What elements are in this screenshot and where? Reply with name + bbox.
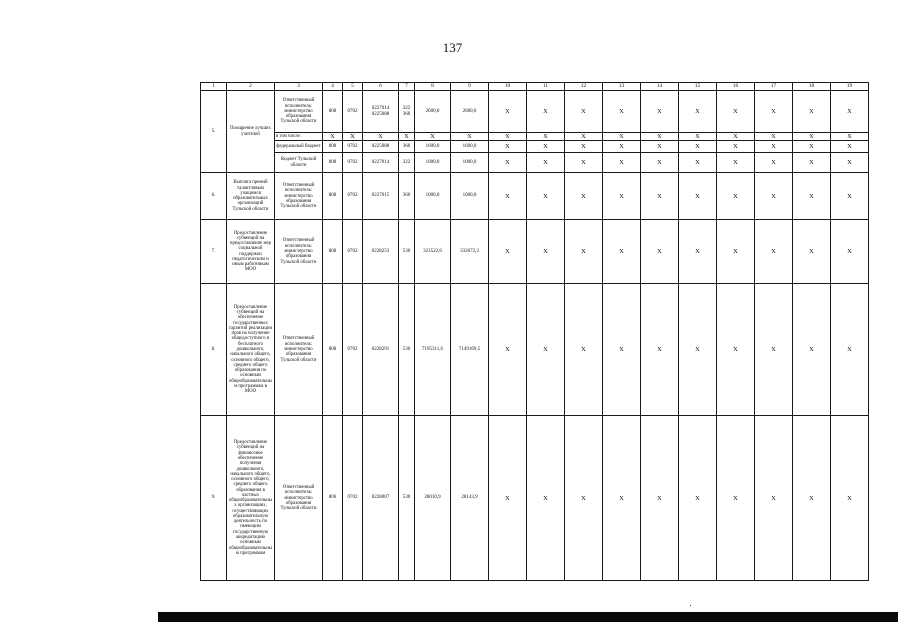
cell-rzpr: 0702: [343, 220, 363, 284]
cell-value: 7195311,6: [415, 284, 451, 416]
cell-value: 7149169,5: [451, 284, 489, 416]
x-cell: Х: [755, 141, 793, 153]
table-row: [201, 173, 869, 220]
federal-budget-label: федеральный бюджет: [275, 141, 323, 153]
column-header: 8: [415, 83, 451, 91]
x-cell: Х: [527, 153, 565, 173]
x-cell: Х: [641, 416, 679, 581]
executor: Ответственный исполнитель: министерство образования Тульской области: [275, 220, 323, 284]
column-header: 19: [831, 83, 869, 91]
column-header: 13: [603, 83, 641, 91]
table-row: [201, 133, 869, 141]
cell-csr: 0228007: [363, 416, 399, 581]
column-header: 18: [793, 83, 831, 91]
cell-value: 1000,0: [415, 153, 451, 173]
x-cell: Х: [489, 284, 527, 416]
column-header: 12: [565, 83, 603, 91]
x-cell: Х: [831, 91, 869, 133]
x-cell: Х: [489, 416, 527, 581]
x-cell: Х: [565, 416, 603, 581]
column-header: 2: [227, 83, 275, 91]
x-cell: Х: [527, 284, 565, 416]
table-row: [201, 141, 869, 153]
including-label: в том числе:: [275, 133, 323, 141]
column-header: 16: [717, 83, 755, 91]
x-cell: Х: [565, 153, 603, 173]
scan-edge-bar: [158, 612, 898, 622]
cell-rzpr: 0702: [343, 153, 363, 173]
cell-value: 2600,0: [415, 91, 451, 133]
x-cell: Х: [793, 91, 831, 133]
table-row: [201, 91, 869, 133]
column-header: 17: [755, 83, 793, 91]
x-cell: Х: [793, 173, 831, 220]
x-cell: Х: [717, 220, 755, 284]
column-header: 9: [451, 83, 489, 91]
cell-vr: 530: [399, 416, 415, 581]
x-cell: Х: [641, 220, 679, 284]
x-cell: Х: [489, 220, 527, 284]
column-header: 6: [363, 83, 399, 91]
cell-rzpr: 0702: [343, 173, 363, 220]
cell-value: 1000,0: [451, 173, 489, 220]
executor: Ответственный исполнитель: министерство образования Тульской области: [275, 91, 323, 133]
x-cell: Х: [489, 91, 527, 133]
column-header: 5: [343, 83, 363, 91]
x-cell: Х: [831, 220, 869, 284]
x-cell: Х: [717, 91, 755, 133]
budget-table: [200, 82, 869, 581]
x-cell: Х: [641, 141, 679, 153]
x-cell: Х: [489, 141, 527, 153]
scan-speck: [690, 605, 691, 606]
cell-csr: 0228291: [363, 284, 399, 416]
table-row: [201, 416, 869, 581]
x-cell: Х: [641, 153, 679, 173]
x-cell: Х: [679, 220, 717, 284]
x-cell: Х: [565, 220, 603, 284]
cell-vr: 530: [399, 220, 415, 284]
x-cell: Х: [641, 91, 679, 133]
x-cell: Х: [717, 141, 755, 153]
x-cell: Х: [679, 284, 717, 416]
cell-csr: 0227015: [363, 173, 399, 220]
cell-value: 28010,9: [415, 416, 451, 581]
x-cell: Х: [679, 133, 717, 141]
cell-csr: 0227014 0225088: [363, 91, 399, 133]
measure-name: Предоставление субвенций на обеспечение государственных гарантий реализации прав на получение общедоступного и бесплатного дошкольного, начального общего, основного общего, среднего общего образования по основным общеобразовательным программам в МОО: [227, 284, 275, 416]
measure-name: Предоставление субвенций на финансовое обеспечение получения дошкольного, начального общего, основного общего, среднего общего образования в частных общеобразовательных организациях, осуществляющих образовательную деятельность по имеющим государственную аккредитацию основным общеобразовательным программам: [227, 416, 275, 581]
cell-value: 1600,0: [415, 141, 451, 153]
regional-budget-label: бюджет Тульской области: [275, 153, 323, 173]
cell-value: 1000,0: [451, 153, 489, 173]
executor: Ответственный исполнитель: министерство образования Тульской области: [275, 173, 323, 220]
x-cell: Х: [831, 284, 869, 416]
x-cell: Х: [527, 91, 565, 133]
x-cell: Х: [565, 141, 603, 153]
x-cell: Х: [679, 173, 717, 220]
x-cell: Х: [603, 173, 641, 220]
x-cell: Х: [527, 173, 565, 220]
x-cell: Х: [793, 284, 831, 416]
x-cell: Х: [755, 91, 793, 133]
cell-csr: 0228253: [363, 220, 399, 284]
cell-grbs: 808: [323, 141, 343, 153]
x-cell: Х: [415, 133, 451, 141]
x-cell: Х: [603, 220, 641, 284]
executor: Ответственный исполнитель: министерство образования Тульской области: [275, 416, 323, 581]
x-cell: Х: [755, 220, 793, 284]
x-cell: Х: [793, 220, 831, 284]
cell-csr: 0227014: [363, 153, 399, 173]
x-cell: Х: [831, 153, 869, 173]
x-cell: Х: [755, 153, 793, 173]
row-number: 7.: [201, 220, 227, 284]
x-cell: Х: [527, 416, 565, 581]
x-cell: Х: [717, 284, 755, 416]
x-cell: Х: [603, 133, 641, 141]
x-cell: Х: [831, 133, 869, 141]
x-cell: Х: [489, 153, 527, 173]
row-number: 5.: [201, 91, 227, 173]
column-header: 3: [275, 83, 323, 91]
page-number: 137: [442, 40, 463, 55]
x-cell: Х: [527, 133, 565, 141]
row-number: 6.: [201, 173, 227, 220]
x-cell: Х: [831, 173, 869, 220]
x-cell: Х: [679, 91, 717, 133]
cell-value: 2600,0: [451, 91, 489, 133]
cell-rzpr: 0702: [343, 91, 363, 133]
cell-value: 323522,6: [415, 220, 451, 284]
cell-rzpr: 0702: [343, 141, 363, 153]
cell-grbs: 808: [323, 91, 343, 133]
x-cell: Х: [603, 91, 641, 133]
x-cell: Х: [717, 416, 755, 581]
cell-grbs: 808: [323, 153, 343, 173]
x-cell: Х: [679, 416, 717, 581]
x-cell: Х: [565, 173, 603, 220]
x-cell: Х: [527, 141, 565, 153]
cell-grbs: 808: [323, 220, 343, 284]
x-cell: Х: [603, 416, 641, 581]
x-cell: Х: [343, 133, 363, 141]
cell-vr: 322 360: [399, 91, 415, 133]
measure-name: Выплата премий талантливым учащимся образовательных организаций Тульской области: [227, 173, 275, 220]
row-number: 8.: [201, 284, 227, 416]
x-cell: Х: [641, 133, 679, 141]
x-cell: Х: [641, 284, 679, 416]
x-cell: Х: [565, 284, 603, 416]
x-cell: Х: [679, 141, 717, 153]
x-cell: Х: [793, 141, 831, 153]
x-cell: Х: [565, 91, 603, 133]
row-number: 9.: [201, 416, 227, 581]
executor: Ответственный исполнитель: министерство образования Тульской области: [275, 284, 323, 416]
cell-grbs: 808: [323, 284, 343, 416]
cell-rzpr: 0702: [343, 284, 363, 416]
x-cell: Х: [831, 416, 869, 581]
x-cell: Х: [641, 173, 679, 220]
x-cell: Х: [603, 153, 641, 173]
x-cell: Х: [831, 141, 869, 153]
x-cell: Х: [679, 153, 717, 173]
x-cell: Х: [603, 284, 641, 416]
x-cell: Х: [717, 173, 755, 220]
column-number-row: [201, 83, 869, 91]
x-cell: Х: [323, 133, 343, 141]
column-header: 11: [527, 83, 565, 91]
column-header: 4: [323, 83, 343, 91]
x-cell: Х: [755, 133, 793, 141]
table-row: [201, 153, 869, 173]
cell-vr: 322: [399, 153, 415, 173]
x-cell: Х: [603, 141, 641, 153]
cell-grbs: 808: [323, 173, 343, 220]
x-cell: Х: [755, 416, 793, 581]
column-header: 14: [641, 83, 679, 91]
cell-value: 1600,0: [451, 141, 489, 153]
table-row: [201, 220, 869, 284]
x-cell: Х: [793, 153, 831, 173]
x-cell: Х: [755, 173, 793, 220]
cell-vr: 530: [399, 284, 415, 416]
x-cell: Х: [717, 153, 755, 173]
x-cell: Х: [793, 133, 831, 141]
cell-value: 332672,3: [451, 220, 489, 284]
measure-name: Предоставление субвенций на предоставление мер социальной поддержки педагогическим и иным работникам МОО: [227, 220, 275, 284]
x-cell: Х: [489, 133, 527, 141]
x-cell: Х: [565, 133, 603, 141]
x-cell: Х: [527, 220, 565, 284]
column-header: 7: [399, 83, 415, 91]
cell-vr: 360: [399, 141, 415, 153]
x-cell: Х: [363, 133, 399, 141]
column-header: 10: [489, 83, 527, 91]
cell-value: 28143,9: [451, 416, 489, 581]
x-cell: Х: [755, 284, 793, 416]
table-row: [201, 284, 869, 416]
x-cell: Х: [717, 133, 755, 141]
cell-csr: 0225088: [363, 141, 399, 153]
x-cell: Х: [399, 133, 415, 141]
column-header: 15: [679, 83, 717, 91]
measure-name: Поощрение лучших учителей: [227, 91, 275, 173]
cell-rzpr: 0702: [343, 416, 363, 581]
x-cell: Х: [489, 173, 527, 220]
cell-grbs: 806: [323, 416, 343, 581]
column-header: 1: [201, 83, 227, 91]
x-cell: Х: [793, 416, 831, 581]
cell-value: 1000,0: [415, 173, 451, 220]
cell-vr: 360: [399, 173, 415, 220]
x-cell: Х: [451, 133, 489, 141]
